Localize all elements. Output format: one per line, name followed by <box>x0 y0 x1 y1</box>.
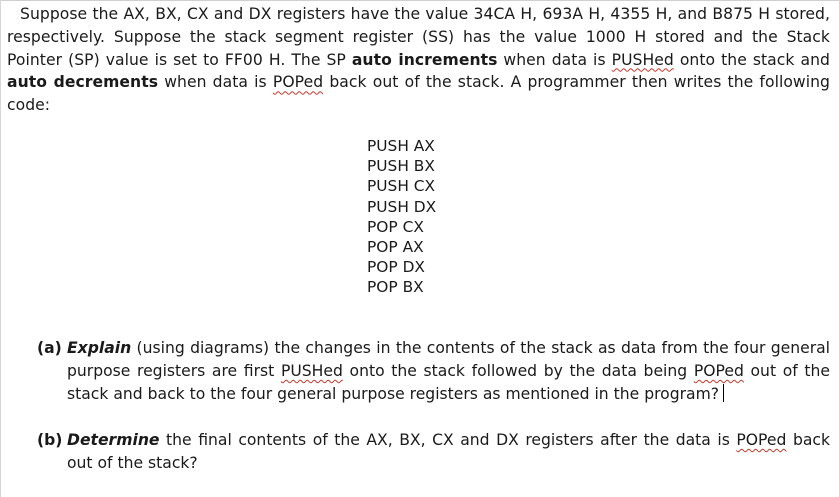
code-line: PUSH AX <box>367 137 435 155</box>
question-a-verb: Explain <box>67 339 132 357</box>
code-line: PUSH CX <box>367 177 436 196</box>
code-line: PUSH DX <box>367 197 437 216</box>
question-b-text-2: back out of the stack? <box>67 431 831 472</box>
code-line: PUSH BX <box>367 157 435 176</box>
question-a-text-2: onto the stack followed by the data being <box>342 361 694 380</box>
intro-bold-auto-decrements: auto decrements <box>7 73 159 92</box>
page-top-border <box>0 0 839 1</box>
question-a-marker: (a) <box>37 339 62 357</box>
question-b-body <box>37 429 830 475</box>
code-line: POP AX <box>367 238 424 257</box>
intro-text-5: back out of the stack. A programmer then writes the following code: <box>7 73 830 115</box>
spellcheck-word-poped[interactable]: POPed <box>272 73 324 92</box>
question-a-body <box>37 337 830 405</box>
intro-text-3: onto the stack and <box>673 50 830 69</box>
spellcheck-word-pushed[interactable]: PUSHed <box>611 50 674 69</box>
spellcheck-word-poped[interactable]: POPed <box>693 361 744 380</box>
assembly-code-listing <box>367 136 436 298</box>
intro-paragraph[interactable] <box>7 3 830 117</box>
code-line: POP BX <box>367 278 424 297</box>
text-cursor <box>723 384 724 402</box>
intro-bold-auto-increments: auto increments <box>351 50 498 69</box>
intro-text-2: when data is <box>497 50 612 69</box>
intro-text-1: Suppose the AX, BX, CX and DX registers have the value 34CA H, 693A H, 4355 H, and B875 H stored, respectively. Suppose the stack segment register (SS) has the value 1000 H stored and the Stack Pointer (SP) value is set to FF00 H. The SP <box>7 5 830 69</box>
question-b-marker: (b) <box>37 431 63 449</box>
question-b[interactable] <box>37 429 830 475</box>
code-line: POP DX <box>367 258 425 277</box>
spellcheck-word-pushed[interactable]: PUSHed <box>280 361 343 380</box>
spellcheck-word-poped[interactable]: POPed <box>736 431 787 449</box>
question-b-text-1: the final contents of the AX, BX, CX and DX registers after the data is <box>159 431 737 449</box>
code-line: POP CX <box>367 217 424 236</box>
page-left-border <box>0 0 1 497</box>
question-b-verb: Determine <box>67 431 160 449</box>
intro-text-4: when data is <box>158 73 273 92</box>
question-a-text-3: out of the stack and back to the four general purpose registers as mentioned in the program? <box>67 361 830 403</box>
question-a[interactable] <box>37 337 830 405</box>
question-a-text-1: (using diagrams) the changes in the contents of the stack as data from the four general purpose registers are first <box>67 339 830 380</box>
